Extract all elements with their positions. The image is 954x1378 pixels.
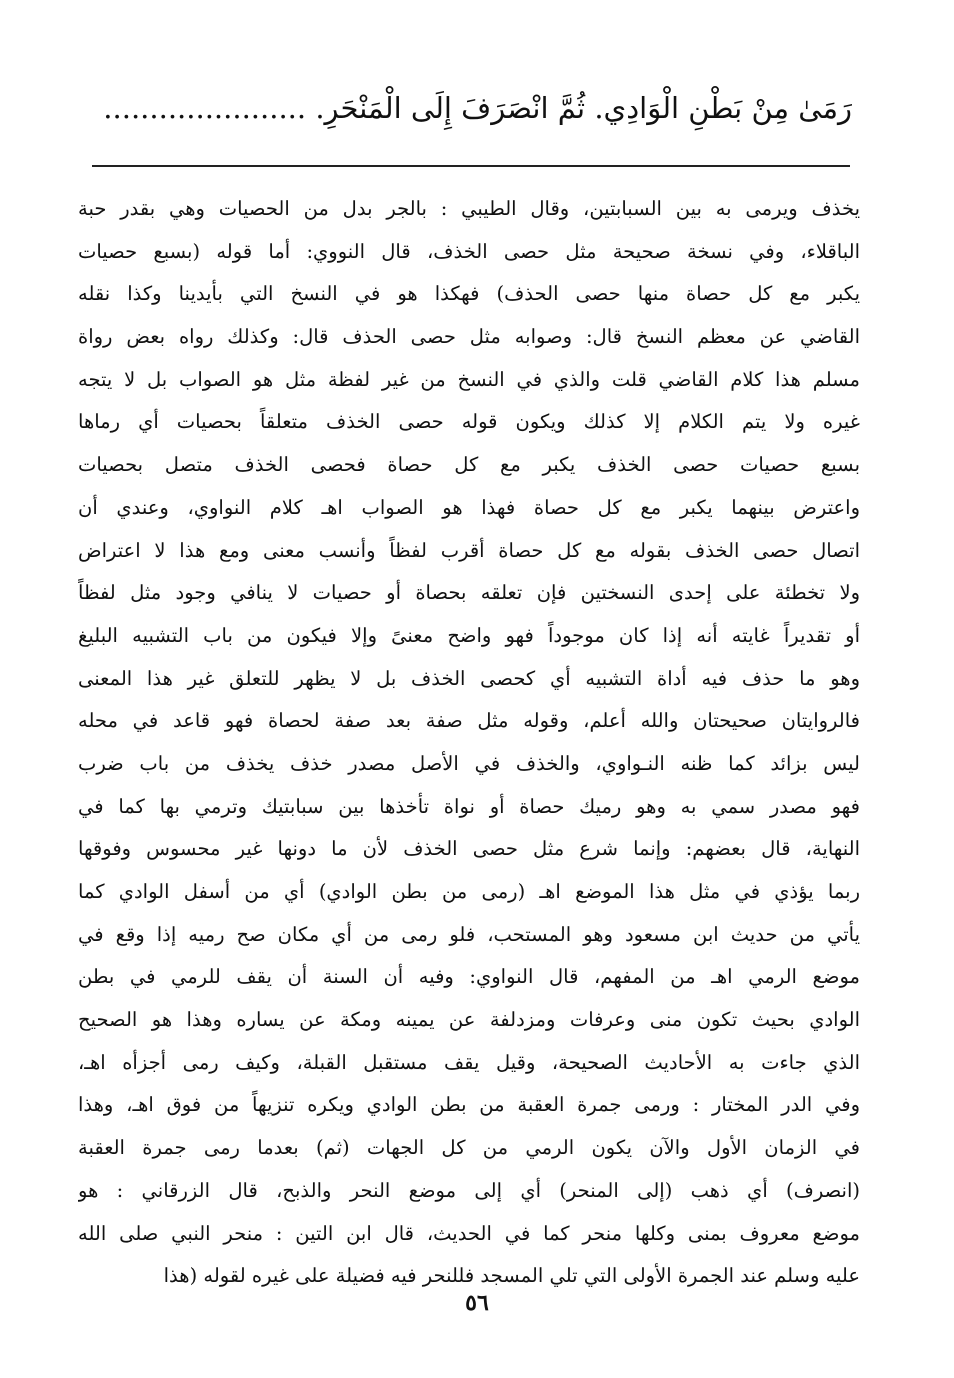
text-line: الباقلاء، وفي نسخة صحيحة مثل حصى الخذف، قال النووي: أما قوله (بسبع حصيات — [78, 239, 860, 263]
text-line: وهو ما حذف فيه أداة التشبيه أي كحصى الخذف بل لا يظهر للتعلق غير هذا المعنى — [78, 666, 860, 690]
text-line: الذي جاءت به الأحاديث الصحيحة، وقيل يقف مستقبل القبلة، وكيف رمى أجزأه اهـ، — [78, 1050, 860, 1074]
text-line: في الزمان الأول والآن يكون الرمي من كل الجهات (ثم) بعدما رمى جمرة العقبة — [78, 1136, 860, 1160]
text-line: ولا تخطئة على إحدى النسختين فإن تعلقه بحصاة أو حصيات لا ينافي وجود مثل لفظاً — [78, 581, 860, 605]
text-line: الوادي بحيث تكون منى وعرفات ومزدلفة عن يمينه ومكة عن يساره وهذا هو الصحيح — [78, 1008, 860, 1032]
matn-dots: ...................... — [103, 91, 307, 125]
commentary-text — [78, 188, 860, 1298]
text-line: عليه وسلم عند الجمرة الأولى التي تلي المسجد فللنحر فيه فضيلة على غيره لقوله (هذا — [163, 1264, 860, 1288]
text-line: أو تقديراً غايته أنه إذا كان موجوداً فهو واضح معنىً وإلا فيكون من باب التشبيه البليغ — [78, 623, 860, 647]
text-line: ليس بزائد كما ظنه النـواوي، والخذف في الأصل مصدر خذف يخذف من باب ضرب — [78, 751, 860, 775]
text-line: موضع الرمي اهـ من المفهم، قال النواوي: وفيه أن السنة أن يقف للرمي في بطن — [78, 965, 860, 989]
text-line: واعترض بينهما يكبر مع كل حصاة فهذا هو الصواب اهـ كلام النواوي، وعندي أن — [78, 495, 860, 519]
text-line: فهو مصدر سمي به وهو رميك حصاة أو نواة تأخذها بين سبابتيك وترمي بها كما في — [78, 794, 860, 818]
page-number: ٥٦ — [465, 1290, 489, 1316]
text-line: وفي الدر المختار : ورمى جمرة العقبة من بطن الوادي ويكره تنزيهاً من فوق اهـ، وهذا — [78, 1093, 860, 1117]
matn-header — [80, 86, 852, 130]
text-line: يكبر مع كل حصاة منها حصى الحذف) فهكذا هو في النسخ التي بأيدينا وكذا نقله — [78, 282, 860, 306]
text-line: يخذف ويرمى به بين السبابتين، وقال الطيبي : بالجر بدل من الحصيات وهي بقدر حبة — [78, 197, 860, 220]
matn-text: رَمَىٰ مِنْ بَطْنِ الْوَادِي. ثُمَّ انْصَرَفَ إِلَى الْمَنْحَرِ. — [315, 91, 852, 125]
text-line: مسلم هذا كلام القاضي قلت والذي في النسخ من غير لفظة مثل هو الصواب بل لا يتجه — [78, 367, 860, 391]
text-line: بسبع حصيات حصى الخذف يكبر مع كل حصاة فحصى الخذف متصل بحصيات — [78, 453, 860, 477]
text-line: (انصرف) أي ذهب (إلى المنحر) أي إلى موضع النحر والذبح، قال الزرقاني : هو — [78, 1178, 860, 1202]
text-line: النهاية، قال بعضهم: وإنما شرع مثل حصى الخذف لأن ما دونها غير محسوس وفوقها — [78, 837, 860, 861]
text-line: موضع معروف بمنى وكلها منحر كما في الحديث، قال ابن التين : منحر النبي صلى الله — [78, 1221, 860, 1245]
text-line: اتصال حصى الخذف بقوله مع كل حصاة أقرب لفظاً وأنسب معنى ومع هذا لا اعتراض — [78, 538, 860, 562]
text-line: ربما يؤذي في مثل هذا الموضع اهـ (رمى من بطن الوادي) أي من أسفل الوادي كما — [78, 880, 860, 903]
text-line: القاضي عن معظم النسخ قال: وصوابه مثل حصى الحذف قال: وكذلك رواه بعض رواة — [78, 325, 860, 349]
text-line: يأتي من حديث ابن مسعود وهو المستحب، فلو رمى من أي مكان صح رميه إذا وقع في — [78, 922, 860, 946]
separator-rule — [92, 165, 850, 167]
text-line: فالروايتان صحيحتان والله أعلم، وقوله مثل صفة بعد صفة لحصاة فهو قاعد في محله — [78, 709, 860, 733]
text-line: غيره ولا يتم الكلام إلا كذلك ويكون قوله حصى الخذف متعلقاً بحصيات أي رماها — [78, 410, 860, 434]
